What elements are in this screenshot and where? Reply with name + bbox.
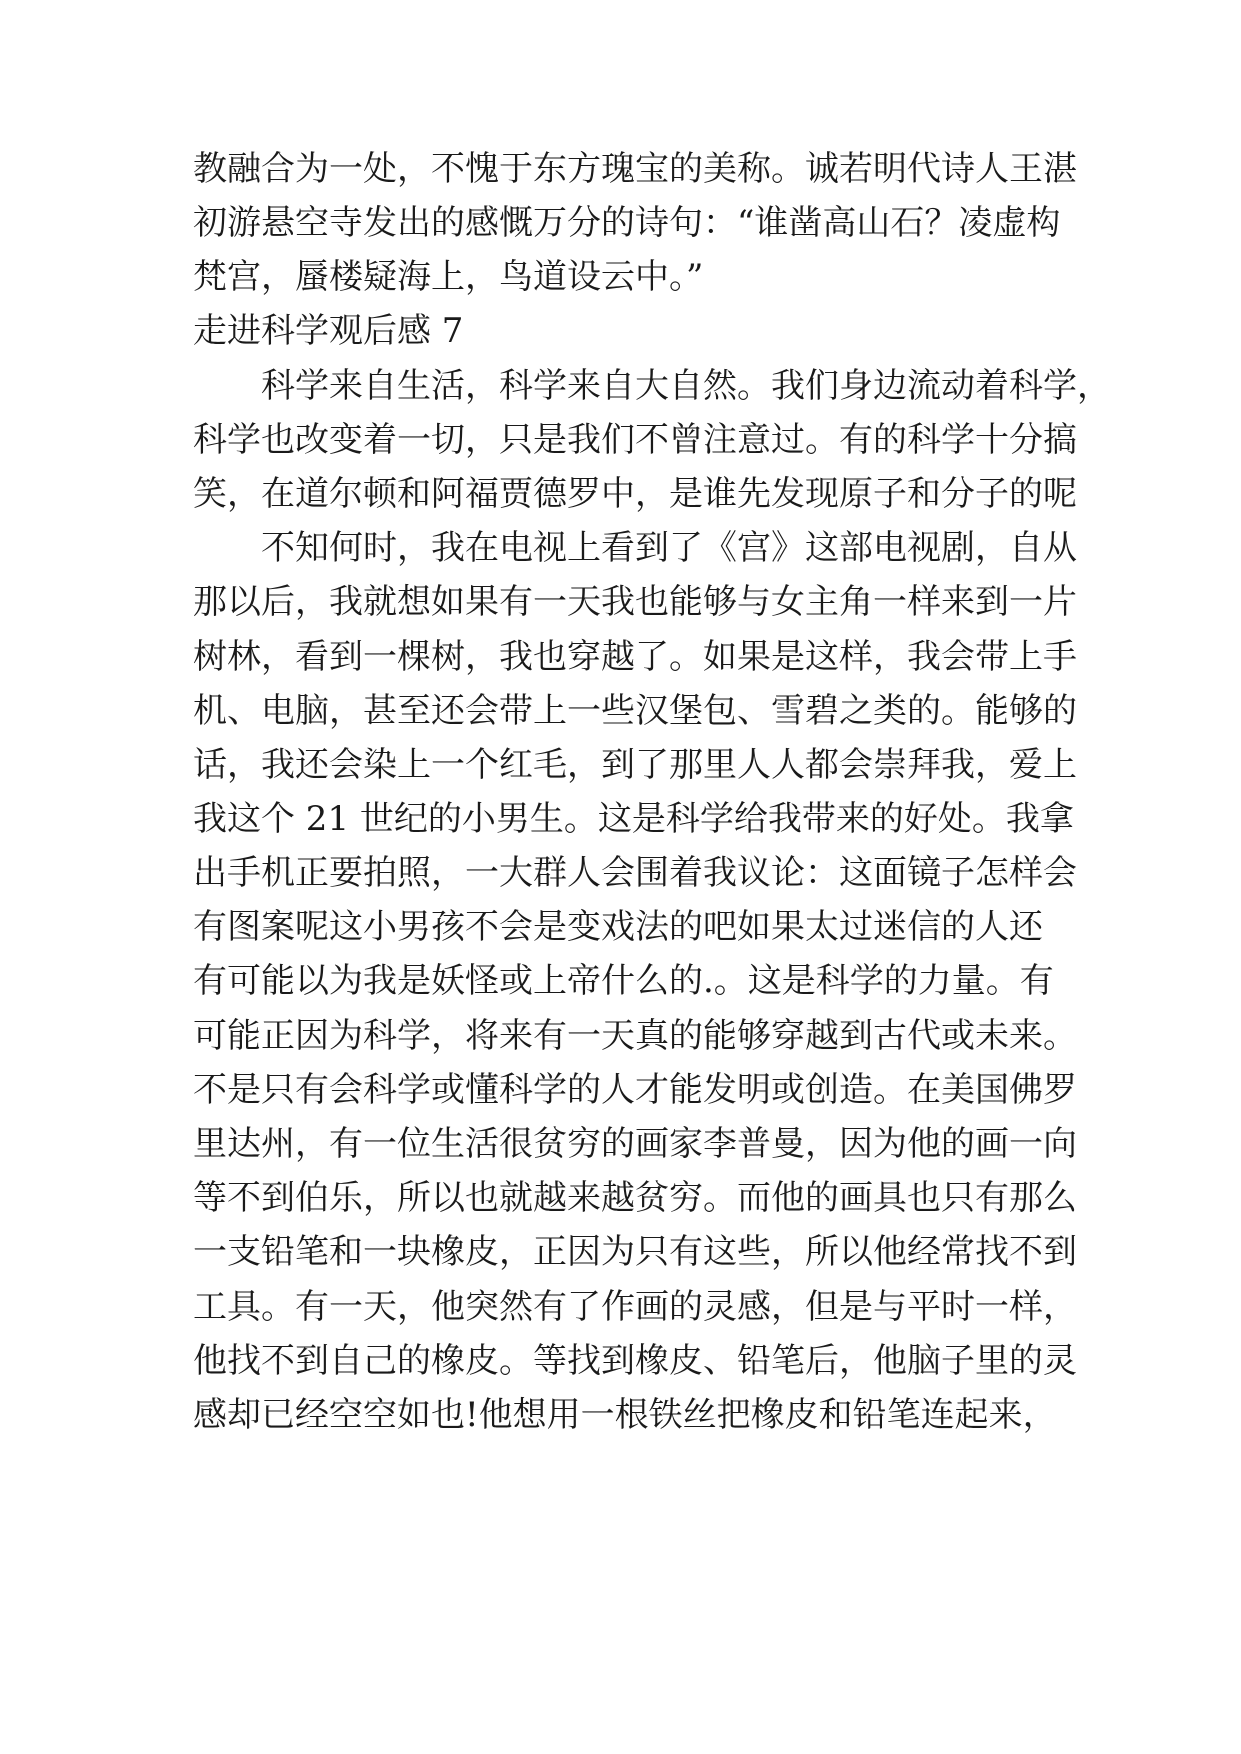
text-line: 不是只有会科学或懂科学的人才能发明或创造。在美国佛罗 <box>193 1070 1077 1110</box>
text-line: 一支铅笔和一块橡皮，正因为只有这些，所以他经常找不到 <box>193 1232 1077 1272</box>
text-line: 等不到伯乐，所以也就越来越贫穷。而他的画具也只有那么 <box>193 1178 1077 1218</box>
text-line: 机、电脑，甚至还会带上一些汉堡包、雪碧之类的。能够的 <box>193 691 1077 731</box>
text-line: 笑，在道尔顿和阿福贾德罗中，是谁先发现原子和分子的呢 <box>193 474 1077 514</box>
text-line: 出手机正要拍照，一大群人会围着我议论：这面镜子怎样会 <box>193 853 1077 893</box>
text-line: 我这个 21 世纪的小男生。这是科学给我带来的好处。我拿 <box>193 799 1074 839</box>
text-line: 科学也改变着一切，只是我们不曾注意过。有的科学十分搞 <box>193 420 1077 460</box>
text-line: 初游悬空寺发出的感慨万分的诗句：“谁凿高山石？凌虚构 <box>193 203 1061 243</box>
text-line: 有图案呢这小男孩不会是变戏法的吧如果太过迷信的人还 <box>193 907 1043 947</box>
text-line: 可能正因为科学，将来有一天真的能够穿越到古代或未来。 <box>193 1016 1077 1056</box>
text-line: 他找不到自己的橡皮。等找到橡皮、铅笔后，他脑子里的灵 <box>193 1341 1077 1381</box>
text-line: 里达州，有一位生活很贫穷的画家李普曼，因为他的画一向 <box>193 1124 1077 1164</box>
section-heading: 走进科学观后感 7 <box>193 311 464 351</box>
paragraph-line: 不知何时，我在电视上看到了《宫》这部电视剧，自从 <box>193 528 1077 568</box>
text-line: 教融合为一处，不愧于东方瑰宝的美称。诚若明代诗人王湛 <box>193 149 1077 189</box>
text-line: 梵宫，蜃楼疑海上，鸟道设云中。” <box>193 257 704 297</box>
paragraph-line: 科学来自生活，科学来自大自然。我们身边流动着科学， <box>193 366 1111 406</box>
text-line: 工具。有一天，他突然有了作画的灵感，但是与平时一样， <box>193 1287 1077 1327</box>
text-line: 话，我还会染上一个红毛，到了那里人人都会崇拜我，爱上 <box>193 745 1077 785</box>
text-line: 那以后，我就想如果有一天我也能够与女主角一样来到一片 <box>193 582 1077 622</box>
text-line: 感却已经空空如也!他想用一根铁丝把橡皮和铅笔连起来， <box>193 1395 1057 1435</box>
text-line: 有可能以为我是妖怪或上帝什么的.。这是科学的力量。有 <box>193 961 1054 1001</box>
text-line: 树林，看到一棵树，我也穿越了。如果是这样，我会带上手 <box>193 637 1077 677</box>
